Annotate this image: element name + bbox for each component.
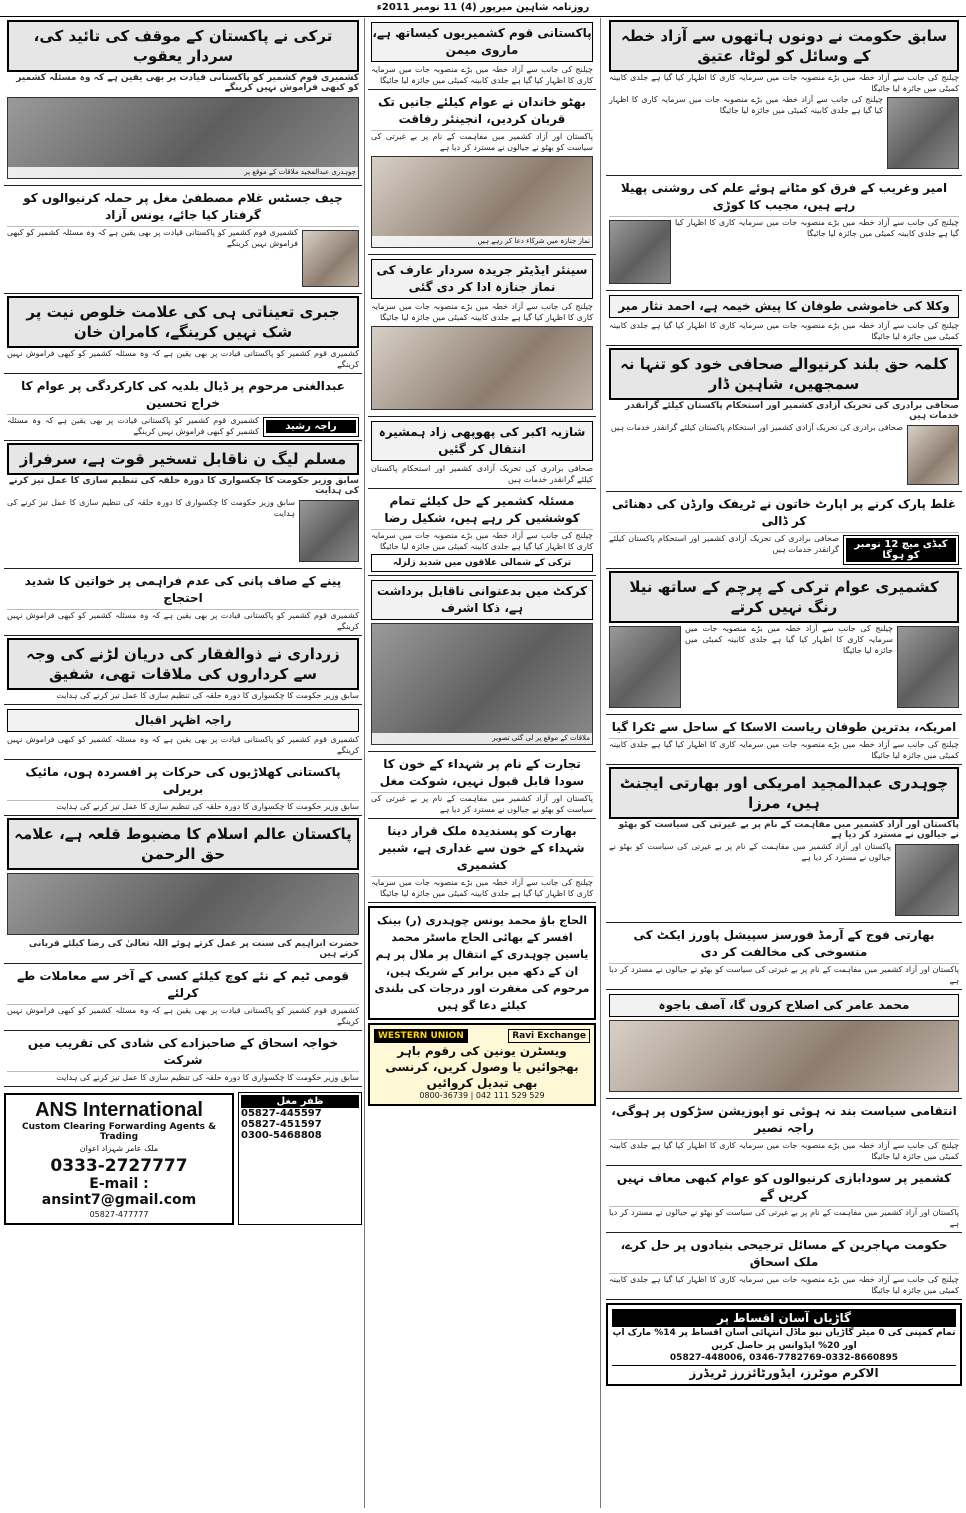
kabaddi-box <box>843 535 959 565</box>
car-ad-company: الاکرم موٹرز، ایڈورٹائزرز ٹریڈرز <box>612 1365 956 1380</box>
left-banner-5-body: حضرت ابراہیم کی سنت پر عمل کرتے ہوئے اللہ تعالیٰ کی رضا کیلئے قربانی کرتے ہیں <box>28 939 359 959</box>
ans-international-ad[interactable] <box>4 1093 234 1225</box>
left-body-2: کشمیری قوم کشمیر کو پاکستانی قیادت پر بھی یقین ہے کہ وہ مسئلہ کشمیر کو کبھی فراموش نہیں کرینگے <box>7 228 298 248</box>
car-ad-text: تمام کمپنی کی 0 میٹر گاڑیاں نیو ماڈل انتہائی آسان اقساط پر 14% مارک اپ اور 20% ایڈوانس پر حاصل کریں <box>612 1328 956 1351</box>
story-8-body: چیلنج کی جانب سے آزاد خطہ میں بڑے منصوبہ جات میں سرمایہ کاری کا اظہار کیا گیا ہے جلدی کابینہ کمیٹی میں جائزہ لیا جائیگا <box>609 1141 959 1161</box>
left-story-1 <box>4 18 362 186</box>
ans-phone: 0333-2727777 <box>50 1156 188 1176</box>
story-3-headline[interactable]: وکلا کی خاموشی طوفان کا پیش خیمہ ہے، احمد نثار میر <box>609 295 959 318</box>
left-story-12 <box>4 1031 362 1087</box>
mid-photo-2 <box>371 326 593 410</box>
left-banner-1[interactable]: ترکی نے پاکستان کے موقف کی تائید کی، سردار یعقوب <box>7 20 359 72</box>
mid-story-2 <box>368 90 596 255</box>
column-divider <box>600 18 601 1508</box>
story-10-headline[interactable]: حکومت مہاجرین کے مسائل ترجیحی بنیادوں پر حل کرے، ملک اسحاق <box>609 1235 959 1274</box>
mid-body-7: پاکستان اور آزاد کشمیر میں مفاہمت کے نام پر بے غیرتی کی سیاست کو بھٹو نے جیالوں نے مسترد کر دیا ہے <box>371 794 593 814</box>
left-headline-7[interactable]: قومی ٹیم کے نئے کوچ کیلئے کسی کے آخر سے معاملات طے کرلئے <box>7 966 359 1005</box>
left-body-12: سابق وزیر حکومت کا چکسواری کا دورہ حلقہ کی تنظیم سازی کا عمل تیز کرنے کی ہدایت <box>56 1073 359 1082</box>
ravi-exchange-logo: Ravi Exchange <box>508 1029 590 1043</box>
left-headline-5[interactable]: راجہ اظہر اقبال <box>7 709 359 732</box>
left-column <box>4 18 362 1508</box>
left-story-3 <box>4 294 362 374</box>
story-7 <box>606 715 962 765</box>
mid-body-8: چیلنج کی جانب سے آزاد خطہ میں بڑے منصوبہ جات میں سرمایہ کاری کا اظہار کیا گیا ہے جلدی کابینہ کمیٹی میں جائزہ لیا جائیگا <box>371 878 593 898</box>
left-banner-3-body: سابق وزیر حکومت کا چکسواری کا دورہ حلقہ کی تنظیم سازی کا عمل تیز کرنے کی ہدایت <box>8 476 359 496</box>
car-ad-title: گاڑیاں آسان اقساط پر <box>612 1309 956 1327</box>
raja-rasheed-box <box>263 417 359 437</box>
ans-brand: ANS International <box>35 1099 203 1121</box>
story-2-photo <box>609 220 671 284</box>
story-8 <box>606 765 962 923</box>
lead-banner[interactable]: سابق حکومت نے دونوں ہاتھوں سے آزاد خطہ کے وسائل کو لوٹا، عتیق <box>609 20 959 72</box>
condolence-box: الحاج باؤ محمد یونس چوہدری (ر) بینک افسر کے بھائی الحاج ماسٹر محمد یاسین چوہدری کے انتقال پر ملال پر ہم ان کے دکھ میں برابر کے شریک ہیں، مرحوم کی مغفرت اور درجات کی بلندی کیلئے دعا گو ہیں <box>368 906 596 1020</box>
left-photo-4 <box>7 873 359 935</box>
left-body-7: سابق وزیر حکومت کا چکسواری کا دورہ حلقہ کی تنظیم سازی کا عمل تیز کرنے کی ہدایت <box>56 691 359 700</box>
left-body-6: کشمیری قوم کشمیر کو پاکستانی قیادت پر بھی یقین ہے کہ وہ مسئلہ کشمیر کو کبھی فراموش نہیں کرینگے <box>7 611 359 631</box>
left-body-3: کشمیری قوم کشمیر کو پاکستانی قیادت پر بھی یقین ہے کہ وہ مسئلہ کشمیر کو کبھی فراموش نہیں کرینگے <box>7 349 359 369</box>
contact-box <box>238 1092 362 1225</box>
mid-body-5: چیلنج کی جانب سے آزاد خطہ میں بڑے منصوبہ جات میں سرمایہ کاری کا اظہار کیا گیا ہے جلدی کابینہ کمیٹی میں جائزہ لیا جائیگا <box>371 531 593 551</box>
left-banner-4[interactable]: زرداری نے ذوالفقار کی دریان لڑنے کی وجہ سے کرداروں کی ملاقات تھی، شفیق <box>7 638 359 690</box>
mid-story-5 <box>368 489 596 576</box>
mid-photo-3-caption: ملاقات کے موقع پر لی گئی تصویر <box>372 733 592 744</box>
turkey-quake-title: ترکی کے شمالی علاقوں میں شدید زلزلہ <box>392 558 572 568</box>
car-installment-ad[interactable] <box>606 1303 962 1386</box>
western-union-ad[interactable] <box>368 1023 596 1106</box>
ans-email: E-mail : ansint7@gmail.com <box>41 1176 197 1208</box>
left-headline-4[interactable]: پینے کے صاف پانی کی عدم فراہمی پر خواتین کا شدید احتجاج <box>7 571 359 610</box>
mid-story-6 <box>368 576 596 752</box>
story-13 <box>606 1233 962 1300</box>
left-story-4 <box>4 374 362 441</box>
left-headline-8[interactable]: خواجہ اسحاق کے صاحبزادے کی شادی کی تقریب میں شرکت <box>7 1033 359 1072</box>
mid-story-3 <box>368 255 596 417</box>
column-divider <box>364 18 365 1508</box>
lead-body: چیلنج کی جانب سے آزاد خطہ میں بڑے منصوبہ جات میں سرمایہ کاری کا اظہار کیا گیا ہے جلدی کابینہ کمیٹی میں جائزہ لیا جائیگا <box>609 73 959 93</box>
left-photo-3 <box>299 500 359 562</box>
banner-4-body: پاکستان اور آزاد کشمیر میں مفاہمت کے نام پر بے غیرتی کی سیاست کو بھٹو نے جیالوں نے مسترد کر دیا ہے <box>618 820 959 840</box>
mid-body-2: پاکستان اور آزاد کشمیر میں مفاہمت کے نام پر بے غیرتی کی سیاست کو بھٹو نے جیالوں نے مسترد کر دیا ہے <box>371 132 593 152</box>
mid-headline-3[interactable]: سینئر ایڈیٹر جریدہ سردار عارف کی نماز جنازہ ادا کر دی گئی <box>371 259 593 299</box>
story-2-headline[interactable]: امیر وغریب کے فرق کو مٹانے ہوئے علم کی روشنی پھیلا رہے ہیں، مجیب کا کوڑی <box>609 178 959 217</box>
middle-column <box>368 18 596 1508</box>
banner-3-photo-2 <box>897 626 959 708</box>
lead-photo <box>887 97 959 169</box>
raja-rasheed-title: راجہ رشید <box>266 420 356 433</box>
story-2 <box>606 176 962 291</box>
banner-3-body: چیلنج کی جانب سے آزاد خطہ میں بڑے منصوبہ جات میں سرمایہ کاری کا اظہار کیا گیا ہے جلدی کابینہ کمیٹی میں جائزہ لیا جائیگا <box>685 624 893 655</box>
story-9-body: پاکستان اور آزاد کشمیر میں مفاہمت کے نام پر بے غیرتی کی سیاست کو بھٹو نے جیالوں نے مسترد کر دیا ہے <box>609 1208 959 1228</box>
mid-body-3: چیلنج کی جانب سے آزاد خطہ میں بڑے منصوبہ جات میں سرمایہ کاری کا اظہار کیا گیا ہے جلدی کابینہ کمیٹی میں جائزہ لیا جائیگا <box>371 302 593 322</box>
mid-headline-2[interactable]: بھٹو خاندان نے عوام کیلئے جانیں تک قربان کردیں، انجینئر رفاقت <box>371 92 593 131</box>
left-body-8: کشمیری قوم کشمیر کو پاکستانی قیادت پر بھی یقین ہے کہ وہ مسئلہ کشمیر کو کبھی فراموش نہیں کرینگے <box>7 735 359 755</box>
left-story-10 <box>4 816 362 964</box>
story-12 <box>606 1166 962 1233</box>
lead-text: چیلنج کی جانب سے آزاد خطہ میں بڑے منصوبہ جات میں سرمایہ کاری کا اظہار کیا گیا ہے جلدی کابینہ کمیٹی میں جائزہ لیا جائیگا <box>609 95 883 115</box>
mid-headline-1[interactable]: پاکستانی قوم کشمیریوں کیساتھ ہے، ماروی میمن <box>371 22 593 62</box>
ans-tagline: Custom Clearing Forwarding Agents & Trading <box>21 1122 217 1142</box>
mid-photo-1-caption: نماز جنازہ میں شرکاء دعا کر رہے ہیں <box>372 236 592 247</box>
story-3 <box>606 291 962 346</box>
ans-owner: ملک عامر شہزاد اعوان <box>79 1144 159 1153</box>
story-10 <box>606 990 962 1099</box>
western-union-text: ویسٹرن یونین کی رقوم باہر بھجوائیں یا وصول کریں، کرنسی بھی تبدیل کروائیں <box>385 1044 579 1090</box>
mid-headline-4[interactable]: شازیہ اکبر کی پھوپھی زاد ہمشیرہ انتقال کر گئیں <box>371 421 593 461</box>
banner-4-text: پاکستان اور آزاد کشمیر میں مفاہمت کے نام پر بے غیرتی کی سیاست کو بھٹو نے جیالوں نے مسترد کر دیا ہے <box>609 842 891 862</box>
turkey-quake-box <box>371 554 593 572</box>
story-10-body: چیلنج کی جانب سے آزاد خطہ میں بڑے منصوبہ جات میں سرمایہ کاری کا اظہار کیا گیا ہے جلدی کابینہ کمیٹی میں جائزہ لیا جائیگا <box>609 1275 959 1295</box>
left-photo-1 <box>7 97 359 179</box>
story-7-photo <box>609 1020 959 1092</box>
story-6-body: پاکستان اور آزاد کشمیر میں مفاہمت کے نام پر بے غیرتی کی سیاست کو بھٹو نے جیالوں نے مسترد کر دیا ہے <box>609 965 959 985</box>
left-story-2 <box>4 186 362 294</box>
mid-headline-6[interactable]: کرکٹ میں بدعنوانی ناقابل برداشت ہے، ذکا اشرف <box>371 580 593 620</box>
contact-phone: 05827-451597 <box>241 1119 322 1130</box>
banner-2-photo <box>907 425 959 485</box>
kabaddi-box-title: کبڈی میچ 12 نومبر کو ہوگا <box>846 538 956 562</box>
left-body-4: کشمیری قوم کشمیر کو پاکستانی قیادت پر بھی یقین ہے کہ وہ مسئلہ کشمیر کو کبھی فراموش نہیں کرینگے <box>7 416 259 436</box>
story-8-headline[interactable]: انتقامی سیاست بند نہ ہوئی تو اپوزیشن سڑکوں پر ہوگی، راجہ نصیر <box>609 1101 959 1140</box>
mid-body-4: صحافی برادری کی تحریک آزادی کشمیر اور استحکام پاکستان کیلئے گرانقدر خدمات ہیں <box>371 464 593 484</box>
left-body-11: کشمیری قوم کشمیر کو پاکستانی قیادت پر بھی یقین ہے کہ وہ مسئلہ کشمیر کو کبھی فراموش نہیں کرینگے <box>7 1006 359 1026</box>
left-banner-2[interactable]: جبری تعیناتی ہی کی علامت خلوص نیت پر شک نہیں کرینگے، کامران خان <box>7 296 359 348</box>
mid-headline-7[interactable]: تجارت کے نام پر شہداء کے خون کا سودا قابل قبول نہیں، شوکت مغل <box>371 754 593 793</box>
car-ad-phones: 05827-448006, 0346-7782769-0332-8660895 <box>669 1353 899 1363</box>
banner-3[interactable]: کشمیری عوام ترکی کے پرچم کے ساتھ نیلا رنگ نہیں کرتے <box>609 571 959 623</box>
story-4-headline[interactable]: غلط پارک کرنے پر اپارٹ خاتون نے ٹریفک وارڈن کی دھنائی کر ڈالی <box>609 494 959 533</box>
mid-story-4 <box>368 417 596 489</box>
western-union-logo: WESTERN UNION <box>374 1029 468 1043</box>
left-photo-1-caption: چوہدری عبدالمجید ملاقات کے موقع پر <box>8 167 358 178</box>
contact-box-title: ظفر مغل <box>241 1095 359 1108</box>
left-banner-1-body: کشمیری قوم کشمیر کو پاکستانی قیادت پر بھی یقین ہے کہ وہ مسئلہ کشمیر کو کبھی فراموش نہیں کرینگے <box>16 73 359 93</box>
banner-2-body: صحافی برادری کی تحریک آزادی کشمیر اور استحکام پاکستان کیلئے گرانقدر خدمات ہیں <box>624 401 959 421</box>
masthead-line: روزنامہ شاہین میرپور (4) 11 نومبر 2011ء <box>0 0 966 17</box>
left-headline-2[interactable]: چیف جسٹس غلام مصطفیٰ مغل پر حملہ کرنیوالوں کو گرفتار کیا جائے، یونس آزاد <box>7 188 359 227</box>
banner-4-photo <box>895 844 959 916</box>
left-body-5: سابق وزیر حکومت کا چکسواری کا دورہ حلقہ کی تنظیم سازی کا عمل تیز کرنے کی ہدایت <box>7 498 295 518</box>
left-photo-2 <box>302 230 359 287</box>
story-4 <box>606 346 962 492</box>
story-5 <box>606 492 962 569</box>
left-story-5 <box>4 441 362 569</box>
story-3-body: چیلنج کی جانب سے آزاد خطہ میں بڑے منصوبہ جات میں سرمایہ کاری کا اظہار کیا گیا ہے جلدی کابینہ کمیٹی میں جائزہ لیا جائیگا <box>609 321 959 341</box>
left-headline-3[interactable]: عبدالغنی مرحوم پر ڈیال بلدیہ کی کارکردگی پر عوام کا خراج تحسین <box>7 376 359 415</box>
left-body-9: سابق وزیر حکومت کا چکسواری کا دورہ حلقہ کی تنظیم سازی کا عمل تیز کرنے کی ہدایت <box>56 802 359 811</box>
mid-headline-8[interactable]: بھارت کو پسندیدہ ملک قرار دینا شہداء کے خون سے غداری ہے، شبیر کشمیری <box>371 821 593 877</box>
story-9-headline[interactable]: کشمیر پر سودابازی کرنیوالوں کو عوام کبھی معاف نہیں کریں گے <box>609 1168 959 1207</box>
story-9 <box>606 923 962 990</box>
mid-photo-1 <box>371 156 593 248</box>
story-5-body: چیلنج کی جانب سے آزاد خطہ میں بڑے منصوبہ جات میں سرمایہ کاری کا اظہار کیا گیا ہے جلدی کابینہ کمیٹی میں جائزہ لیا جائیگا <box>609 740 959 760</box>
story-11 <box>606 1099 962 1166</box>
contact-phone: 05827-445597 <box>241 1108 322 1119</box>
left-story-11 <box>4 964 362 1031</box>
left-story-6 <box>4 569 362 636</box>
banner-4[interactable]: چوہدری عبدالمجید امریکی اور بھارتی ایجنٹ ہیں، مرزا <box>609 767 959 819</box>
left-story-7 <box>4 636 362 705</box>
left-banner-3[interactable]: مسلم لیگ ن ناقابل تسخیر قوت ہے، سرفراز <box>7 443 359 475</box>
banner-2-text: صحافی برادری کی تحریک آزادی کشمیر اور استحکام پاکستان کیلئے گرانقدر خدمات ہیں <box>610 423 903 432</box>
story-5-headline[interactable]: امریکہ، بدترین طوفان ریاست الاسکا کے ساحل سے ٹکرا گیا <box>609 717 959 739</box>
western-union-phones: 0800-36739 | 042 111 529 529 <box>419 1091 545 1100</box>
mid-story-7 <box>368 752 596 819</box>
lead-story <box>606 18 962 176</box>
right-column <box>606 18 962 1508</box>
left-story-9 <box>4 760 362 816</box>
banner-3-photo-1 <box>609 626 681 708</box>
story-4-body: صحافی برادری کی تحریک آزادی کشمیر اور استحکام پاکستان کیلئے گرانقدر خدمات ہیں <box>609 534 839 554</box>
mid-body-1: چیلنج کی جانب سے آزاد خطہ میں بڑے منصوبہ جات میں سرمایہ کاری کا اظہار کیا گیا ہے جلدی کابینہ کمیٹی میں جائزہ لیا جائیگا <box>371 65 593 85</box>
left-bottom-row <box>4 1090 362 1225</box>
mid-photo-3 <box>371 623 593 745</box>
banner-2[interactable]: کلمہ حق بلند کرنیوالے صحافی خود کو تنہا نہ سمجھیں، شاہین ڈار <box>609 348 959 400</box>
left-story-8 <box>4 705 362 760</box>
mid-story-8 <box>368 819 596 903</box>
mid-headline-5[interactable]: مسئلہ کشمیر کے حل کیلئے تمام کوششیں کر رہے ہیں، شکیل رضا <box>371 491 593 530</box>
story-7-headline[interactable]: محمد عامر کی اصلاح کروں گا، آصف باجوہ <box>609 994 959 1017</box>
contact-phone: 0300-5468808 <box>241 1130 322 1141</box>
story-6 <box>606 569 962 715</box>
ans-address: 05827-477777 <box>89 1210 149 1219</box>
left-banner-5[interactable]: پاکستان عالم اسلام کا مضبوط قلعہ ہے، علامہ حق الرحمن <box>7 818 359 870</box>
left-headline-6[interactable]: پاکستانی کھلاڑیوں کی حرکات پر افسردہ ہوں، مائیک بریرلی <box>7 762 359 801</box>
story-2-body: چیلنج کی جانب سے آزاد خطہ میں بڑے منصوبہ جات میں سرمایہ کاری کا اظہار کیا گیا ہے جلدی کابینہ کمیٹی میں جائزہ لیا جائیگا <box>675 218 959 238</box>
story-6-headline[interactable]: بھارتی فوج کے آرمڈ فورسز سپیشل پاورز ایکٹ کی منسوخی کی مخالفت کر دی <box>609 925 959 964</box>
mid-story-1 <box>368 18 596 90</box>
